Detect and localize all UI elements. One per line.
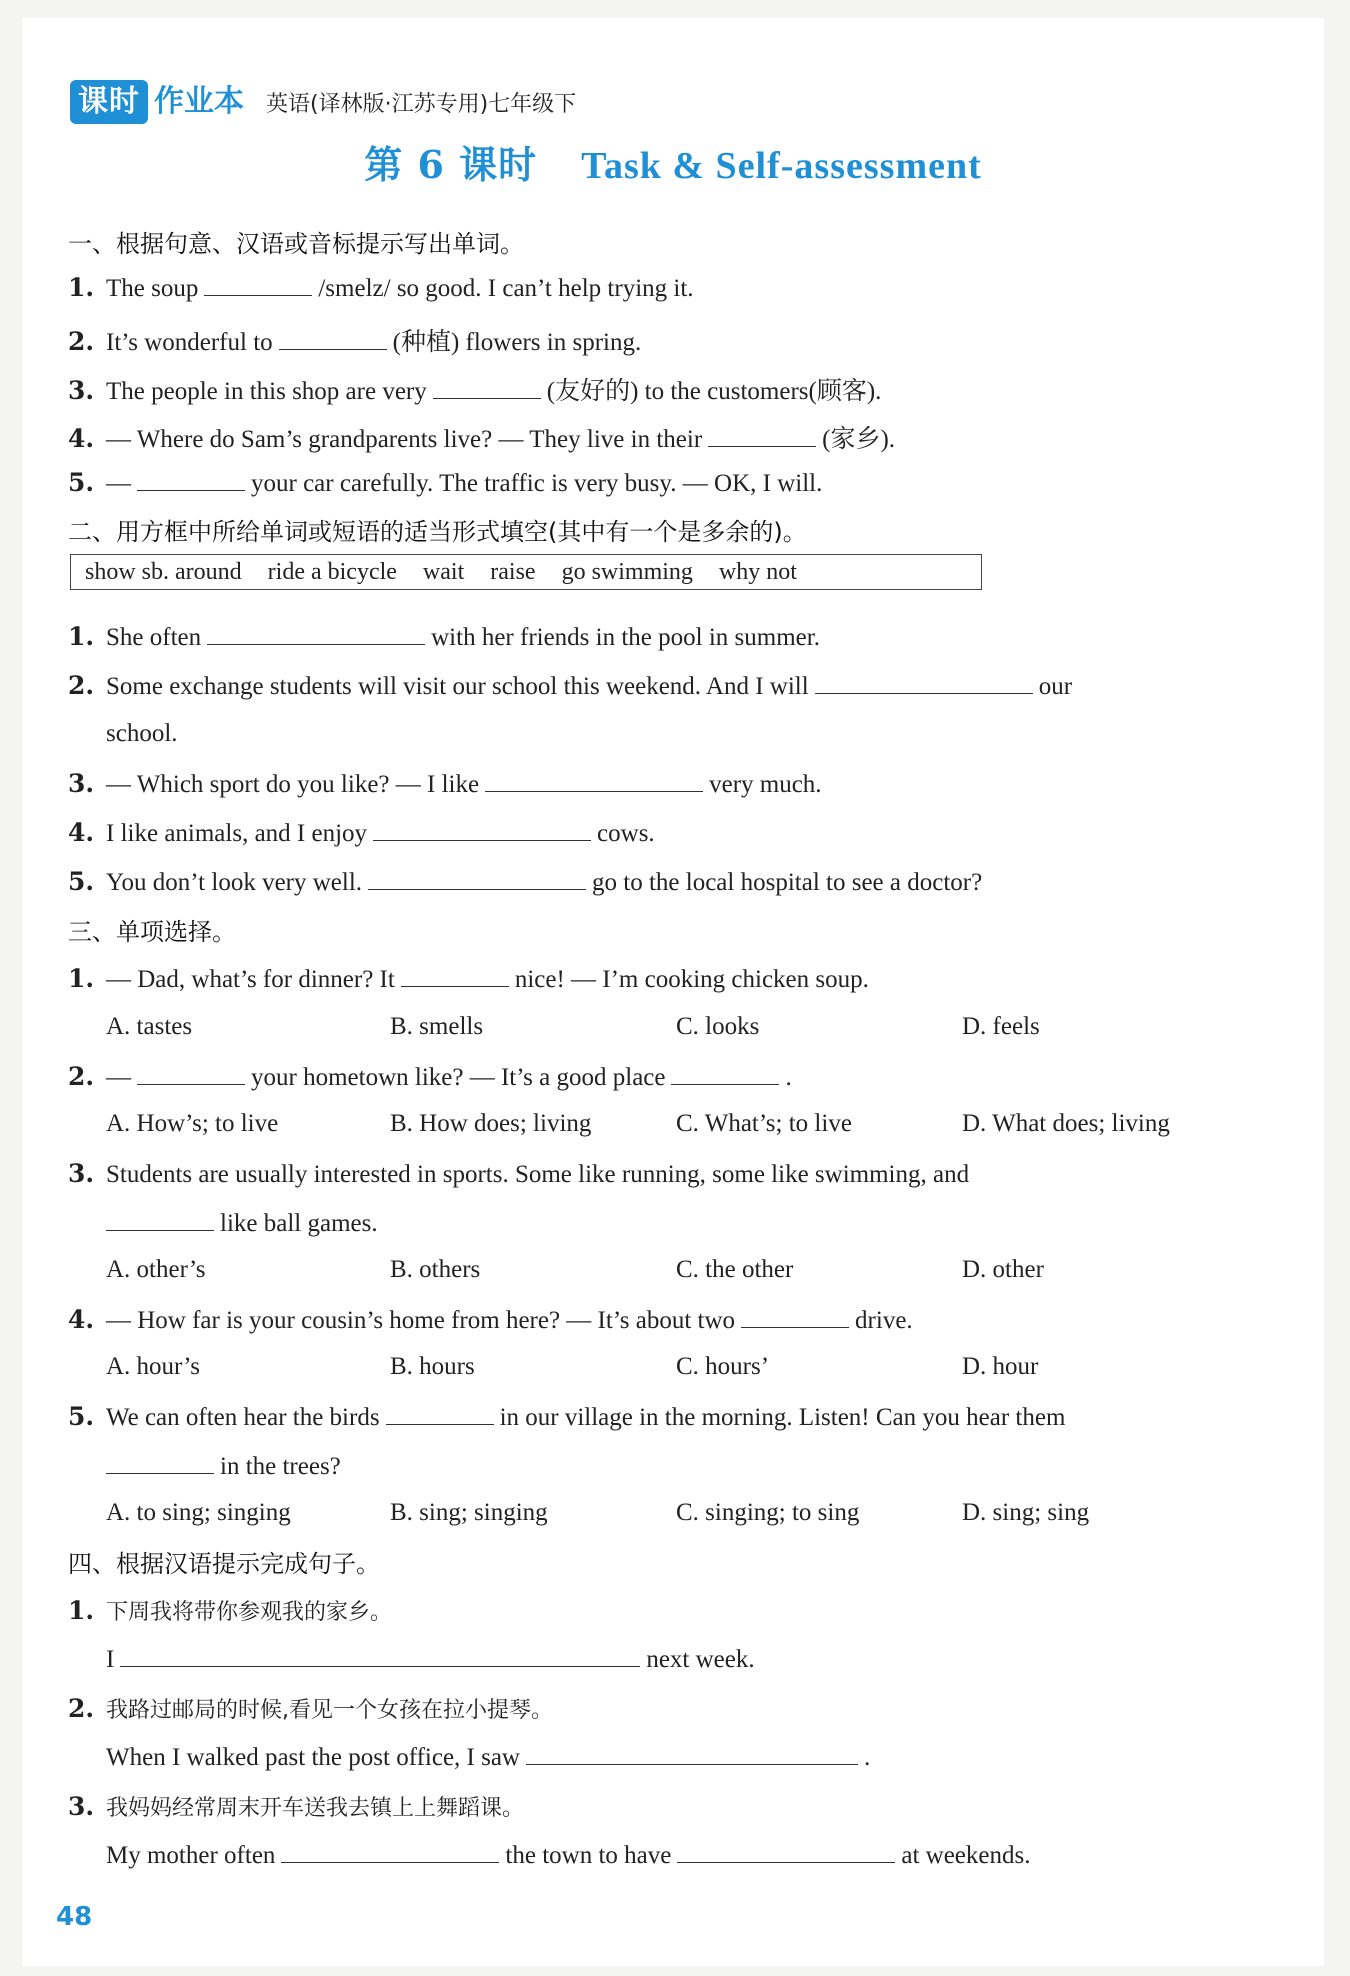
q-num: 2. <box>68 327 95 356</box>
s4-question-3 <box>68 1791 524 1822</box>
chinese-prompt: 我妈妈经常周末开车送我去镇上上舞蹈课。 <box>106 1796 525 1821</box>
q-text: — <box>106 470 131 497</box>
q-num: 1. <box>68 964 95 993</box>
answer-blank[interactable] <box>279 327 387 350</box>
q-text: in our village in the morning. Listen! Can you hear them <box>499 1404 1066 1431</box>
header <box>70 68 576 124</box>
s1-question-3 <box>68 371 881 407</box>
q-text: The soup <box>106 275 199 302</box>
section-4-heading: 四、根据汉语提示完成句子。 <box>68 1550 380 1578</box>
option-c[interactable]: C. looks <box>676 1013 760 1040</box>
option-d[interactable]: D. What does; living <box>962 1110 1170 1137</box>
option-a[interactable]: A. hour’s <box>106 1353 200 1380</box>
q-text: She often <box>106 624 202 651</box>
q-text: . <box>785 1064 792 1091</box>
q-num: 4. <box>68 818 95 847</box>
s4-question-2 <box>68 1693 553 1724</box>
option-d[interactable]: D. other <box>962 1256 1044 1283</box>
s4-question-1 <box>68 1595 392 1626</box>
s2-question-2 <box>68 671 1072 701</box>
word-option: show sb. around <box>85 558 242 585</box>
option-c[interactable]: C. What’s; to live <box>676 1110 852 1137</box>
lesson-title: Task & Self-assessment <box>581 145 982 187</box>
q-text: You don’t look very well. <box>106 869 363 896</box>
s2-question-5 <box>68 867 982 897</box>
q-text: We can often hear the birds <box>106 1404 380 1431</box>
answer-blank[interactable] <box>401 964 509 987</box>
q-text: (家乡). <box>822 426 896 453</box>
q-num: 3. <box>68 769 95 798</box>
option-b[interactable]: B. sing; singing <box>390 1499 548 1526</box>
option-c[interactable]: C. hours’ <box>676 1353 770 1380</box>
s3-question-5-cont <box>68 1451 341 1481</box>
s4-answer-1 <box>68 1644 755 1674</box>
s3-question-3 <box>68 1159 969 1189</box>
answer-blank[interactable] <box>204 273 312 296</box>
q-num: 2. <box>68 671 95 700</box>
answer-blank[interactable] <box>207 622 425 645</box>
answer-blank[interactable] <box>373 818 591 841</box>
q-text: Students are usually interested in sports. Some like running, some like swimming, and <box>106 1161 970 1188</box>
q-num: 3. <box>68 1792 95 1821</box>
answer-blank[interactable] <box>708 424 816 447</box>
q-text: nice! — I’m cooking chicken soup. <box>514 966 869 993</box>
q-text: our <box>1038 673 1073 700</box>
answer-blank[interactable] <box>433 376 541 399</box>
logo-text: 作业本 <box>154 84 244 119</box>
q-text: . <box>864 1744 871 1771</box>
q-text: — Dad, what’s for dinner? It <box>106 966 395 993</box>
q-text: with her friends in the pool in summer. <box>431 624 820 651</box>
word-option: wait <box>422 558 465 585</box>
q-num: 4. <box>68 424 95 453</box>
q-text: When I walked past the post office, I saw <box>106 1744 520 1771</box>
option-b[interactable]: B. smells <box>390 1013 484 1040</box>
q-num: 1. <box>68 622 95 651</box>
s1-question-5 <box>68 468 822 498</box>
answer-blank[interactable] <box>815 671 1033 694</box>
q-text: It’s wonderful to <box>106 329 273 356</box>
option-b[interactable]: B. hours <box>390 1353 475 1380</box>
q-text: (种植) flowers in spring. <box>392 329 642 356</box>
s3-question-3-cont <box>68 1208 378 1238</box>
s2-question-1 <box>68 622 820 652</box>
option-b[interactable]: B. How does; living <box>390 1110 592 1137</box>
answer-blank[interactable] <box>526 1742 858 1765</box>
q-text: your car carefully. The traffic is very busy. — OK, I will. <box>251 470 823 497</box>
page-title <box>22 134 1324 189</box>
q-num: 2. <box>68 1062 95 1091</box>
worksheet-page <box>22 18 1324 1966</box>
answer-blank[interactable] <box>281 1840 499 1863</box>
answer-blank[interactable] <box>671 1062 779 1085</box>
answer-blank[interactable] <box>368 867 586 890</box>
s2-question-2-cont: school. <box>106 720 178 747</box>
q-text: in the trees? <box>220 1453 341 1480</box>
s1-question-4 <box>68 419 895 455</box>
q-text: (友好的) to the customers(顾客). <box>546 378 882 405</box>
q-num: 3. <box>68 376 95 405</box>
q-text: I <box>106 1646 115 1673</box>
s3-question-4 <box>68 1305 913 1335</box>
answer-blank[interactable] <box>120 1644 640 1667</box>
logo <box>70 80 244 124</box>
q-num: 5. <box>68 468 95 497</box>
q-num: 1. <box>68 273 95 302</box>
answer-blank[interactable] <box>386 1402 494 1425</box>
q-text: — <box>106 1064 131 1091</box>
q-text: — How far is your cousin’s home from here? — It’s about two <box>106 1307 736 1334</box>
chinese-prompt: 我路过邮局的时候,看见一个女孩在拉小提琴。 <box>106 1698 553 1723</box>
q-num: 1. <box>68 1596 95 1625</box>
q-text: My mother often <box>106 1842 276 1869</box>
word-option: go swimming <box>561 558 693 585</box>
s4-answer-2 <box>68 1742 870 1772</box>
q-text: go to the local hospital to see a doctor? <box>592 869 983 896</box>
word-option: ride a bicycle <box>267 558 397 585</box>
answer-blank[interactable] <box>106 1208 214 1231</box>
q-num: 2. <box>68 1694 95 1723</box>
option-d[interactable]: D. hour <box>962 1353 1039 1380</box>
subject-label: 英语(译林版·江苏专用)七年级下 <box>266 92 577 117</box>
q-text: very much. <box>709 771 822 798</box>
answer-blank[interactable] <box>677 1840 895 1863</box>
s2-question-4 <box>68 818 655 848</box>
word-option: why not <box>718 558 797 585</box>
q-text: next week. <box>646 1646 755 1673</box>
answer-blank[interactable] <box>106 1451 214 1474</box>
answer-blank[interactable] <box>137 468 245 491</box>
q-num: 4. <box>68 1305 95 1334</box>
option-c[interactable]: C. singing; to sing <box>676 1499 860 1526</box>
q-text: /smelz/ so good. I can’t help trying it. <box>318 275 694 302</box>
page-number: 48 <box>56 1902 93 1932</box>
q-text: drive. <box>855 1307 913 1334</box>
option-a[interactable]: A. tastes <box>106 1013 193 1040</box>
section-3-heading: 三、单项选择。 <box>68 918 236 946</box>
option-a[interactable]: A. other’s <box>106 1256 206 1283</box>
q-num: 5. <box>68 867 95 896</box>
lesson-number: 第 6 课时 <box>364 142 538 187</box>
q-text: like ball games. <box>220 1210 378 1237</box>
q-text: The people in this shop are very <box>106 378 427 405</box>
q-num: 5. <box>68 1402 95 1431</box>
s3-question-1 <box>68 964 869 994</box>
s3-question-2 <box>68 1062 792 1092</box>
s2-question-3 <box>68 769 822 799</box>
word-option: raise <box>490 558 536 585</box>
section-2-heading: 二、用方框中所给单词或短语的适当形式填空(其中有一个是多余的)。 <box>68 518 807 546</box>
option-a[interactable]: A. How’s; to live <box>106 1110 279 1137</box>
chinese-prompt: 下周我将带你参观我的家乡。 <box>106 1600 393 1625</box>
answer-blank[interactable] <box>137 1062 245 1085</box>
q-text: — Where do Sam’s grandparents live? — They live in their <box>106 426 703 453</box>
q-text: I like animals, and I enjoy <box>106 820 368 847</box>
s4-answer-3 <box>68 1840 1030 1870</box>
s1-question-2 <box>68 322 641 358</box>
option-d[interactable]: D. sing; sing <box>962 1499 1090 1526</box>
s1-question-1 <box>68 273 694 303</box>
word-box <box>70 554 982 590</box>
q-text: your hometown like? — It’s a good place <box>251 1064 666 1091</box>
logo-box: 课时 <box>70 80 148 124</box>
option-c[interactable]: C. the other <box>676 1256 794 1283</box>
q-num: 3. <box>68 1159 95 1188</box>
s3-question-5 <box>68 1402 1065 1432</box>
option-a[interactable]: A. to sing; singing <box>106 1499 291 1526</box>
answer-blank[interactable] <box>741 1305 849 1328</box>
q-text: — Which sport do you like? — I like <box>106 771 480 798</box>
option-d[interactable]: D. feels <box>962 1013 1040 1040</box>
answer-blank[interactable] <box>485 769 703 792</box>
section-1-heading: 一、根据句意、汉语或音标提示写出单词。 <box>68 230 524 258</box>
option-b[interactable]: B. others <box>390 1256 481 1283</box>
q-text: cows. <box>597 820 655 847</box>
q-text: Some exchange students will visit our school this weekend. And I will <box>106 673 809 700</box>
q-text: the town to have <box>505 1842 672 1869</box>
q-text: at weekends. <box>901 1842 1031 1869</box>
